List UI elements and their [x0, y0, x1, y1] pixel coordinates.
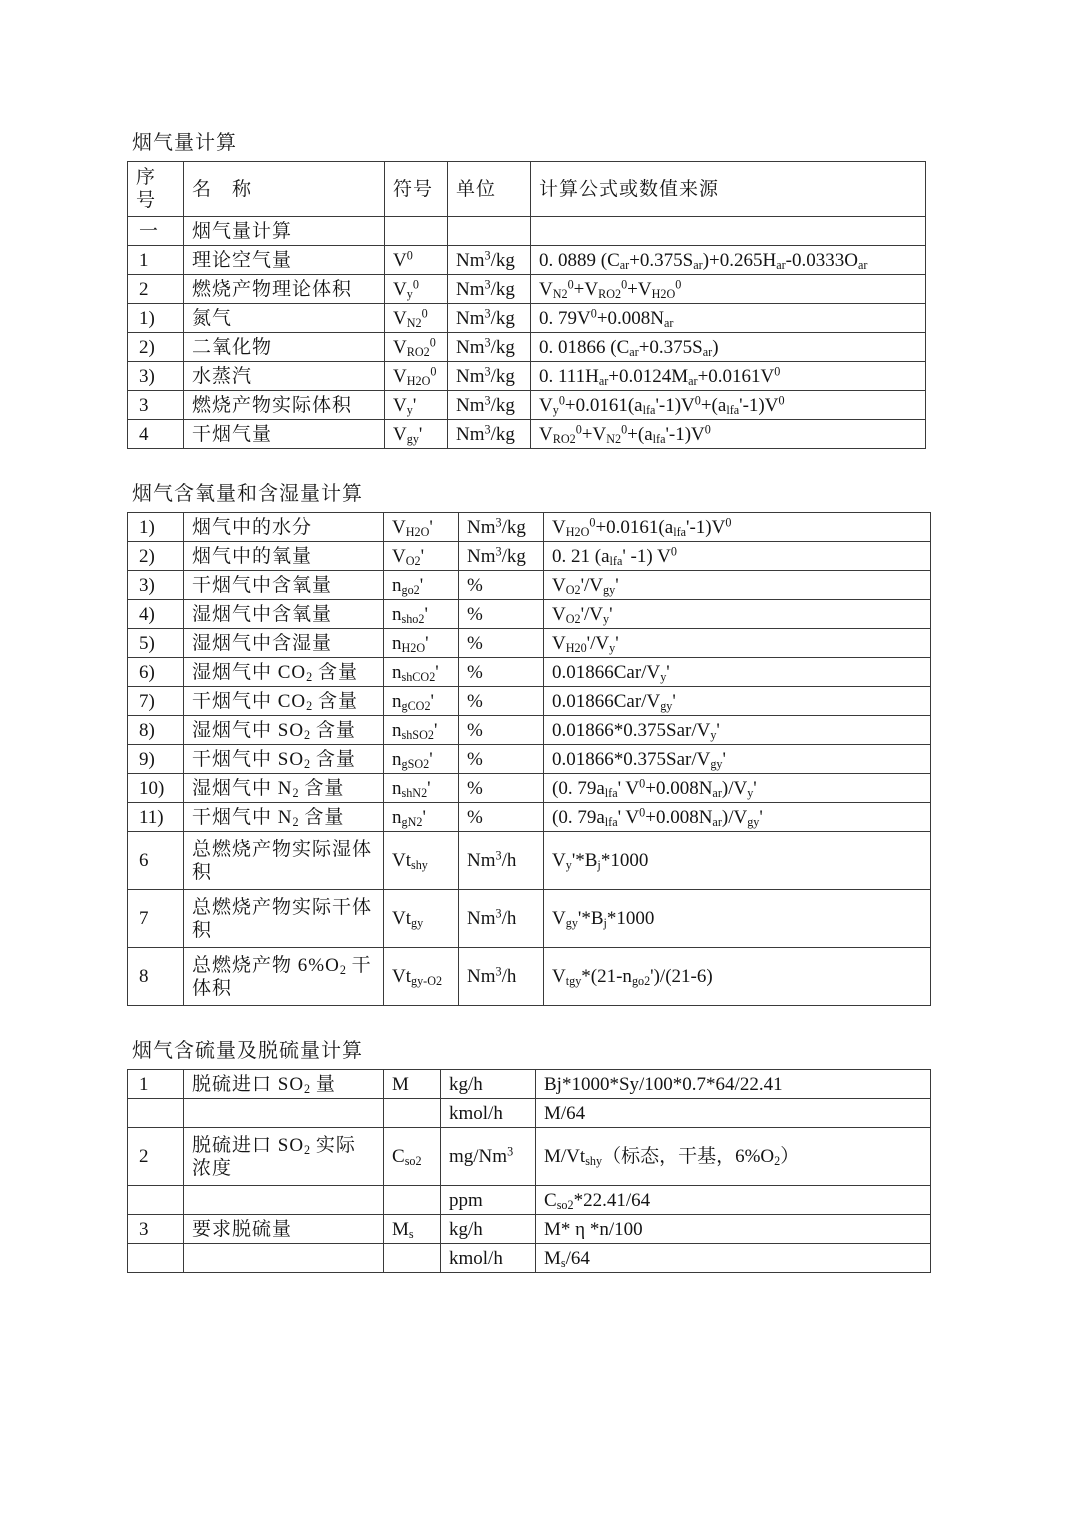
cell-formula: $0.01866Car/V_{gy}'$	[544, 687, 931, 716]
cell-symbol: $M_s$	[384, 1215, 441, 1244]
cell-name: 烟气中的氧量	[184, 542, 384, 571]
table-row	[128, 774, 931, 803]
cell-unit: Nm$^3$/h	[459, 832, 544, 890]
cell-formula: Bj*1000*Sy/100*0.7*64/22.41	[536, 1070, 931, 1099]
cell-unit: %	[459, 629, 544, 658]
cell-symbol	[384, 1244, 441, 1273]
cell-formula: 0. $111H_{ar}+0.0124M_{ar}+0.0161V^0$	[531, 362, 926, 391]
cell-unit: %	[459, 803, 544, 832]
cell-symbol: $V_{H2O}^0$	[385, 362, 448, 391]
table-row	[128, 687, 931, 716]
cell-name: 干烟气中 $SO_2$ 含量	[184, 745, 384, 774]
cell-unit: Nm$^3$/kg	[448, 304, 531, 333]
cell-name: 湿烟气中含湿量	[184, 629, 384, 658]
cell-name	[184, 1244, 384, 1273]
table-row	[128, 948, 931, 1006]
cell-name: 燃烧产物理论体积	[184, 275, 385, 304]
table-row	[128, 832, 931, 890]
cell-no	[128, 1244, 184, 1273]
cell-symbol: $C_{so2}$	[384, 1128, 441, 1186]
cell-no: 3)	[128, 362, 184, 391]
cell-formula: (0. $79a_{lfa}'$ $V^0+0.008N_{ar})/V_y'$	[544, 774, 931, 803]
cell-symbol: $V_{gy}'$	[385, 420, 448, 449]
cell-formula: $V_{O2}'/V_{gy}'$	[544, 571, 931, 600]
cell-name	[184, 1186, 384, 1215]
cell-no: 3	[128, 1215, 184, 1244]
table-row	[128, 629, 931, 658]
cell-no: 3)	[128, 571, 184, 600]
cell-no: 11)	[128, 803, 184, 832]
column-header: 符号	[385, 162, 448, 217]
table-row	[128, 391, 926, 420]
cell-unit: Nm$^3$/h	[459, 948, 544, 1006]
cell-name: 要求脱硫量	[184, 1215, 384, 1244]
cell-formula: $V_{N2}^0+V_{RO2}^0+V_{H2O}^0$	[531, 275, 926, 304]
cell-unit: %	[459, 687, 544, 716]
table-row	[128, 246, 926, 275]
cell-no: 5)	[128, 629, 184, 658]
cell-unit: kmol/h	[441, 1244, 536, 1273]
cell-symbol: $n_{go2}'$	[384, 571, 459, 600]
cell-symbol: $n_{sho2}'$	[384, 600, 459, 629]
table-row	[128, 658, 931, 687]
cell-no: 8)	[128, 716, 184, 745]
cell-no: 9)	[128, 745, 184, 774]
cell-formula: $C_{so2}*22.41/64$	[536, 1186, 931, 1215]
cell-no: 7	[128, 890, 184, 948]
cell-no: 6	[128, 832, 184, 890]
oxygen-moisture-table	[127, 512, 935, 1006]
cell-unit: kg/h	[441, 1215, 536, 1244]
cell-name: 烟气中的水分	[184, 513, 384, 542]
cell-symbol: $n_{gCO2}'$	[384, 687, 459, 716]
table-row	[128, 1070, 931, 1099]
cell-formula: $M_s/64$	[536, 1244, 931, 1273]
cell-unit: Nm$^3$/kg	[448, 362, 531, 391]
cell-no: 10)	[128, 774, 184, 803]
cell-symbol	[384, 1099, 441, 1128]
cell-name	[184, 1099, 384, 1128]
cell-unit: %	[459, 600, 544, 629]
table-row	[128, 217, 926, 246]
table-row	[128, 571, 931, 600]
cell-unit: Nm$^3$/kg	[448, 391, 531, 420]
cell-symbol: $V_y'$	[385, 391, 448, 420]
cell-symbol: $Vt_{shy}$	[384, 832, 459, 890]
cell-name: 湿烟气中 $SO_2$ 含量	[184, 716, 384, 745]
section-title-sulfur-desulfurization: 烟气含硫量及脱硫量计算	[132, 1040, 363, 1062]
cell-no: 4)	[128, 600, 184, 629]
cell-formula: M* η *n/100	[536, 1215, 931, 1244]
cell-formula: $0.01866*0.375Sar/V_{gy}'$	[544, 745, 931, 774]
cell-no: 1	[128, 1070, 184, 1099]
cell-name: 干烟气中含氧量	[184, 571, 384, 600]
cell-formula: $V_y^0+0.0161(a_{lfa}'-1)V^0+(a_{lfa}'-1)V^0$	[531, 391, 926, 420]
cell-unit: %	[459, 774, 544, 803]
column-header: 名 称	[184, 162, 385, 217]
table-row	[128, 304, 926, 333]
section-sulfur-desulfurization	[127, 1039, 935, 1273]
cell-no: 7)	[128, 687, 184, 716]
cell-name: 湿烟气中 $N_2$ 含量	[184, 774, 384, 803]
cell-name: 干烟气中 $N_2$ 含量	[184, 803, 384, 832]
flue-gas-volume-table	[127, 161, 935, 449]
cell-unit: %	[459, 745, 544, 774]
cell-no: 3	[128, 391, 184, 420]
data-table	[127, 161, 926, 449]
cell-formula: $V_{tgy}*(21-n_{go2}')/(21-6)$	[544, 948, 931, 1006]
cell-name: 脱硫进口 $SO_2$ 实际浓度	[184, 1128, 384, 1186]
cell-name: 湿烟气中 $CO_2$ 含量	[184, 658, 384, 687]
column-header: 序号	[128, 162, 184, 217]
section-oxygen-moisture	[127, 482, 935, 1006]
cell-formula: 0. 01866 $(C_{ar}+0.375S_{ar})$	[531, 333, 926, 362]
cell-symbol: $Vt_{gy-O2}$	[384, 948, 459, 1006]
cell-name: 氮气	[184, 304, 385, 333]
cell-symbol: $V_{RO2}^0$	[385, 333, 448, 362]
cell-symbol	[384, 1186, 441, 1215]
table-row	[128, 890, 931, 948]
table-row	[128, 1215, 931, 1244]
cell-symbol: $V_{N2}^0$	[385, 304, 448, 333]
cell-name: 总燃烧产物实际干体积	[184, 890, 384, 948]
cell-symbol: $V^0$	[385, 246, 448, 275]
cell-formula: 0. 0889 $(C_{ar}+0.375S_{ar})+0.265H_{ar}-0.0333O_{ar}$	[531, 246, 926, 275]
cell-symbol: $n_{gSO2}'$	[384, 745, 459, 774]
cell-unit: Nm$^3$/h	[459, 890, 544, 948]
cell-unit: Nm$^3$/kg	[448, 275, 531, 304]
table-row	[128, 362, 926, 391]
cell-unit: %	[459, 658, 544, 687]
cell-name: 水蒸汽	[184, 362, 385, 391]
cell-name: 总燃烧产物实际湿体积	[184, 832, 384, 890]
cell-formula: $M/Vt_{shy}$（标态，干基，$6\%O_2$）	[536, 1128, 931, 1186]
cell-unit: Nm$^3$/kg	[448, 333, 531, 362]
table-row	[128, 333, 926, 362]
cell-no: 1)	[128, 513, 184, 542]
cell-symbol: $V_y^0$	[385, 275, 448, 304]
cell-unit: kg/h	[441, 1070, 536, 1099]
cell-unit: mg/Nm$^3$	[441, 1128, 536, 1186]
table-row	[128, 513, 931, 542]
cell-unit: Nm$^3$/kg	[459, 542, 544, 571]
table-row	[128, 275, 926, 304]
section-title-flue-gas-volume: 烟气量计算	[132, 132, 237, 154]
cell-unit: ppm	[441, 1186, 536, 1215]
section-flue-gas-volume	[127, 131, 935, 449]
cell-unit: %	[459, 571, 544, 600]
cell-formula: (0. $79a_{lfa}'$ $V^0+0.008N_{ar})/V_{gy}'$	[544, 803, 931, 832]
table-row	[128, 803, 931, 832]
cell-symbol	[385, 217, 448, 246]
cell-name: 烟气量计算	[184, 217, 385, 246]
cell-symbol: $n_{shSO2}'$	[384, 716, 459, 745]
cell-symbol: $V_{O2}'$	[384, 542, 459, 571]
cell-unit	[448, 217, 531, 246]
cell-no: 2	[128, 1128, 184, 1186]
cell-symbol: $n_{H2O}'$	[384, 629, 459, 658]
cell-formula: M/64	[536, 1099, 931, 1128]
cell-symbol: $n_{shN2}'$	[384, 774, 459, 803]
cell-no: 2	[128, 275, 184, 304]
table-row	[128, 600, 931, 629]
table-row	[128, 1099, 931, 1128]
cell-formula: 0. $79V^0+0.008N_{ar}$	[531, 304, 926, 333]
cell-unit: Nm$^3$/kg	[459, 513, 544, 542]
cell-name: 湿烟气中含氧量	[184, 600, 384, 629]
table-row	[128, 745, 931, 774]
data-table	[127, 1069, 931, 1273]
cell-formula: $V_{gy}'*B_j*1000$	[544, 890, 931, 948]
cell-name: 脱硫进口 $SO_2$ 量	[184, 1070, 384, 1099]
cell-name: 干烟气量	[184, 420, 385, 449]
cell-unit: kmol/h	[441, 1099, 536, 1128]
cell-symbol: $n_{shCO2}'$	[384, 658, 459, 687]
data-table	[127, 512, 931, 1006]
table-row	[128, 542, 931, 571]
sulfur-desulfurization-table	[127, 1069, 935, 1273]
column-header: 单位	[448, 162, 531, 217]
cell-unit: Nm$^3$/kg	[448, 246, 531, 275]
column-header: 计算公式或数值来源	[531, 162, 926, 217]
cell-no	[128, 1099, 184, 1128]
cell-symbol: $V_{H2O}'$	[384, 513, 459, 542]
table-row	[128, 1186, 931, 1215]
table-row	[128, 420, 926, 449]
cell-no: 2)	[128, 542, 184, 571]
cell-no: 2)	[128, 333, 184, 362]
table-header-row	[128, 162, 926, 217]
cell-formula: $V_{O2}'/V_y'$	[544, 600, 931, 629]
cell-name: 干烟气中 $CO_2$ 含量	[184, 687, 384, 716]
cell-no: 1	[128, 246, 184, 275]
cell-no: 8	[128, 948, 184, 1006]
cell-formula: 0. 21 ($a_{lfa}'$ -1) $V^0$	[544, 542, 931, 571]
cell-formula: $V_{H20}'/V_y'$	[544, 629, 931, 658]
cell-no: 一	[128, 217, 184, 246]
table-row	[128, 1128, 931, 1186]
cell-unit: Nm$^3$/kg	[448, 420, 531, 449]
cell-formula: $0.01866*0.375Sar/V_y'$	[544, 716, 931, 745]
cell-name: 理论空气量	[184, 246, 385, 275]
cell-symbol: $n_{gN2}'$	[384, 803, 459, 832]
cell-formula: $V_{H2O}^0+0.0161(a_{lfa}'-1)V^0$	[544, 513, 931, 542]
cell-name: 燃烧产物实际体积	[184, 391, 385, 420]
table-row	[128, 716, 931, 745]
table-row	[128, 1244, 931, 1273]
cell-no: 1)	[128, 304, 184, 333]
cell-formula: $V_y'*B_j*1000$	[544, 832, 931, 890]
cell-symbol: $Vt_{gy}$	[384, 890, 459, 948]
cell-formula	[531, 217, 926, 246]
cell-symbol: M	[384, 1070, 441, 1099]
cell-formula: $0.01866Car/V_y'$	[544, 658, 931, 687]
cell-no	[128, 1186, 184, 1215]
cell-name: 二氧化物	[184, 333, 385, 362]
cell-formula: $V_{RO2}^0+V_{N2}^0+(a_{lfa}'-1)V^0$	[531, 420, 926, 449]
cell-no: 4	[128, 420, 184, 449]
section-title-oxygen-moisture: 烟气含氧量和含湿量计算	[132, 483, 363, 505]
cell-unit: %	[459, 716, 544, 745]
cell-name: 总燃烧产物 $6\%O_2$ 干体积	[184, 948, 384, 1006]
cell-no: 6)	[128, 658, 184, 687]
